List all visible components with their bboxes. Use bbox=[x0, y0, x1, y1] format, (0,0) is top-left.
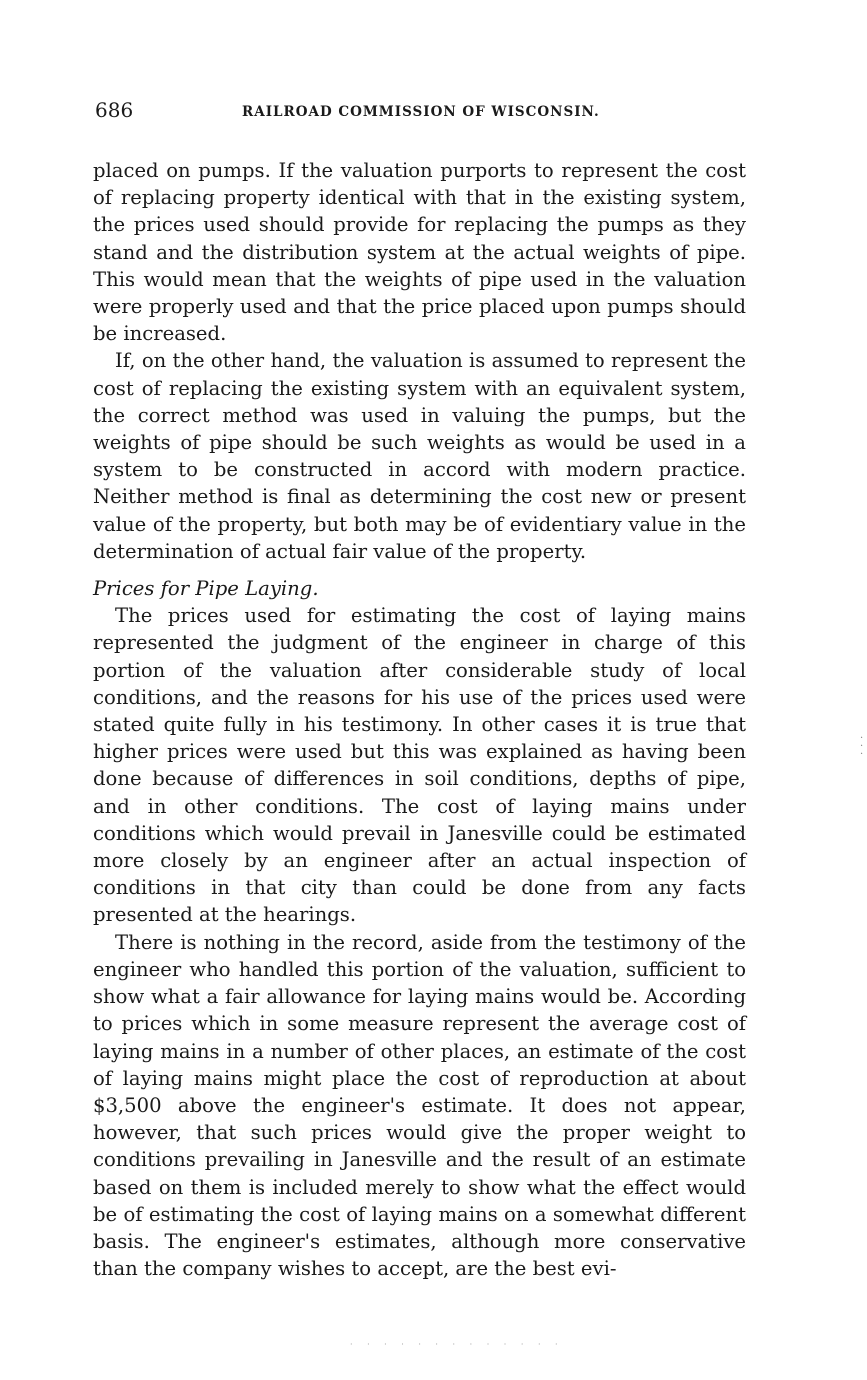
paragraph-4: There is nothing in the record, aside from the testimony of the engineer who handled this portion of the valuation, sufficient to show what a fair allowance for laying mains would be. According to prices which in some measure represent the average cost of laying mains in a number of other places, an estimate of the cost of laying mains might place the cost of reproduction at about $3,500 above the engineer's estimate. It does not appear, however, that such prices would give the proper weight to conditions prevailing in Janesville and the result of an estimate based on them is included merely to show what the effect would be of estimating the cost of laying mains on a somewhat different basis. The engineer's estimates, although more conservative than the company wishes to accept, are the best evi- bbox=[93, 930, 746, 1281]
page-header bbox=[95, 98, 755, 128]
paragraph-3: The prices used for estimating the cost of laying mains represented the judgment of the engineer in charge of this portion of the valuation after considerable study of local conditions, and the reasons for his use of the prices used were stated quite fully in his testimony. In other cases it is true that higher prices were used but this was explained as having been done because of differences in soil conditions, depths of pipe, and in other conditions. The cost of laying mains under conditions which would prevail in Janesville could be estimated more closely by an engineer after an actual inspection of conditions in that city than could be done from any facts presented at the hearings. bbox=[93, 604, 746, 927]
footer-scan-marks: · · · · · · · · · · · · · bbox=[350, 1340, 564, 1349]
paragraph-1: placed on pumps. If the valuation purports to represent the cost of replacing property identical with that in the existing system, the prices used should provide for replacing the pumps as they stand and the distribution system at the actual weights of pipe. This would mean that the weights of pipe used in the valuation were properly used and that the price placed upon pumps should be increased. bbox=[93, 159, 746, 346]
section-heading: Prices for Pipe Laying. bbox=[93, 577, 319, 601]
page-number: 686 bbox=[95, 98, 134, 122]
margin-scan-mark: · · · bbox=[860, 733, 864, 760]
body-text bbox=[93, 157, 746, 1282]
running-head: RAILROAD COMMISSION OF WISCONSIN. bbox=[242, 104, 600, 120]
paragraph-2: If, on the other hand, the valuation is assumed to represent the cost of replacing the existing system with an equivalent system, the correct method was used in valuing the pumps, but the weights of pipe should be such weights as would be used in a system to be constructed in accord with modern practice. Neither method is final as determining the cost new or present value of the property, but both may be of evidentiary value in the determination of actual fair value of the property. bbox=[93, 349, 746, 563]
